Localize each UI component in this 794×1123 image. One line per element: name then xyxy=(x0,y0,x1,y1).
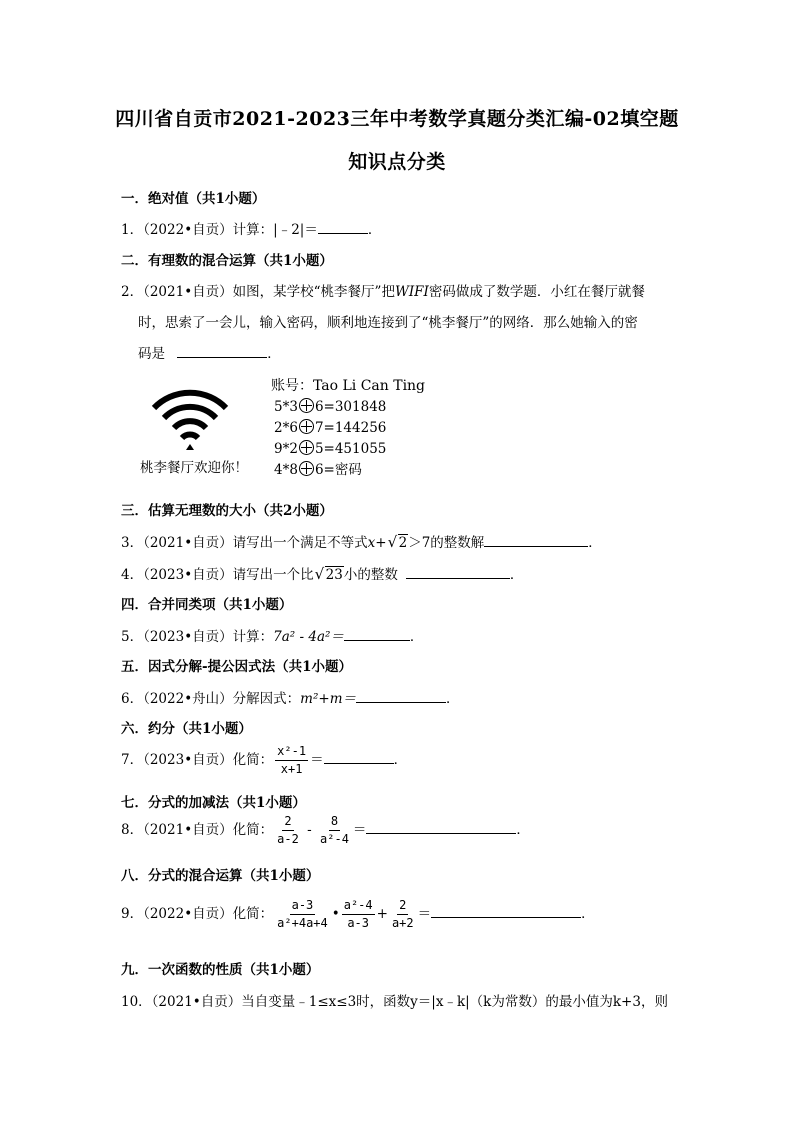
puzzle-right: 6=密码 xyxy=(314,462,362,478)
operator: ＝ xyxy=(417,906,432,922)
question-4 xyxy=(121,563,523,583)
sqrt-symbol xyxy=(316,567,344,583)
numerator: a²-4 xyxy=(342,898,375,915)
question-suffix: ． xyxy=(581,906,595,922)
sqrt-symbol xyxy=(389,535,409,551)
question-5 xyxy=(121,625,423,645)
question-text: 小的整数 xyxy=(343,567,398,583)
question-suffix: ． xyxy=(509,567,524,583)
oplus-icon xyxy=(299,398,314,413)
oplus-icon xyxy=(299,440,314,455)
radicand: 2 xyxy=(398,535,408,551)
question-suffix: ． xyxy=(516,822,530,838)
puzzle-left: 5*3 xyxy=(274,399,298,415)
question-text: 5．（2023•自贡）计算： xyxy=(121,629,274,645)
answer-blank[interactable] xyxy=(366,821,516,834)
answer-blank[interactable] xyxy=(177,345,267,358)
question-6 xyxy=(121,687,460,707)
section-heading-7: 七．分式的加减法（共1小题） xyxy=(121,795,306,811)
question-suffix: ． xyxy=(367,222,382,238)
numerator: x²-1 xyxy=(275,744,308,761)
wifi-icon xyxy=(150,386,230,456)
denominator: a+2 xyxy=(391,916,414,930)
question-suffix: ． xyxy=(267,346,281,362)
question-suffix: ． xyxy=(393,752,408,768)
question-suffix: ． xyxy=(446,691,460,707)
question-text: 码是 xyxy=(138,346,165,362)
document-title: 四川省自贡市2021-2023三年中考数学真题分类汇编-02填空题 xyxy=(115,108,679,130)
welcome-text: 桃李餐厅欢迎你！ xyxy=(140,460,248,476)
variable: x xyxy=(367,535,376,551)
numerator: a-3 xyxy=(290,898,316,915)
question-text: 4．（2023•自贡）请写出一个比 xyxy=(121,567,314,583)
section-heading-1: 一．绝对值（共1小题） xyxy=(121,191,266,207)
question-text: ＞7的整数解 xyxy=(408,535,485,551)
question-text: 8．（2021•自贡）化简： xyxy=(121,822,274,838)
question-1 xyxy=(121,218,381,238)
answer-blank[interactable] xyxy=(406,566,510,579)
question-suffix: ． xyxy=(409,629,424,645)
question-2-line2: 时，思索了一会儿，输入密码，顺利地连接到了“桃李餐厅”的网络．那么她输入的密 xyxy=(138,315,638,331)
question-text: 密码做成了数学题．小红在餐厅就餐 xyxy=(428,284,645,300)
fraction xyxy=(390,898,416,931)
question-9 xyxy=(121,898,595,931)
wifi-term: WIFI xyxy=(394,284,429,300)
question-text: 2．（2021•自贡）如图，某学校“桃李餐厅”把 xyxy=(121,284,395,300)
oplus-icon xyxy=(299,419,314,434)
section-heading-3: 三．估算无理数的大小（共2小题） xyxy=(121,503,333,519)
section-heading-8: 八．分式的混合运算（共1小题） xyxy=(121,868,320,884)
expression: 7a² - 4a²＝ xyxy=(273,629,344,645)
numerator: 2 xyxy=(397,898,408,915)
denominator: a²+4a+4 xyxy=(277,916,328,930)
question-suffix: ． xyxy=(588,535,602,551)
section-heading-9: 九．一次函数的性质（共1小题） xyxy=(121,962,320,978)
question-text: 9．（2022•自贡）化简： xyxy=(121,906,274,922)
fraction xyxy=(275,898,330,931)
document-subtitle: 知识点分类 xyxy=(348,151,446,173)
answer-blank[interactable] xyxy=(484,534,588,547)
puzzle-right: 5=451055 xyxy=(314,441,387,457)
puzzle-row xyxy=(274,418,425,439)
operator: ＝ xyxy=(310,752,324,768)
puzzle-row xyxy=(274,397,425,418)
denominator: a²-4 xyxy=(320,832,349,846)
puzzle-left: 4*8 xyxy=(274,462,298,478)
wifi-puzzle xyxy=(271,376,426,481)
puzzle-left: 2*6 xyxy=(274,420,298,436)
answer-blank[interactable] xyxy=(356,690,446,703)
puzzle-right: 7=144256 xyxy=(314,420,387,436)
operator: + xyxy=(375,535,387,551)
answer-blank[interactable] xyxy=(344,628,410,641)
operator: ＝ xyxy=(352,822,367,838)
oplus-icon xyxy=(299,461,314,476)
question-text: 7．（2023•自贡）化简： xyxy=(121,752,274,768)
answer-blank[interactable] xyxy=(318,221,368,234)
fraction xyxy=(318,814,351,847)
question-10: 10．（2021•自贡）当自变量﹣1≤x≤3时，函数y＝|x﹣k|（k为常数）的最小值为k+3，则 xyxy=(121,994,668,1010)
fraction xyxy=(275,744,308,777)
answer-blank[interactable] xyxy=(431,905,581,918)
operator: - xyxy=(302,822,317,838)
radicand: 23 xyxy=(325,567,343,583)
section-heading-6: 六．约分（共1小题） xyxy=(121,721,252,737)
question-text: 6．（2022•舟山）分解因式： xyxy=(121,691,301,707)
puzzle-row xyxy=(274,460,425,481)
account-line: 账号：Tao Li Can Ting xyxy=(271,378,426,394)
denominator: x+1 xyxy=(280,762,303,776)
wifi-figure xyxy=(136,376,436,486)
numerator: 2 xyxy=(282,814,293,831)
section-heading-4: 四．合并同类项（共1小题） xyxy=(121,597,293,613)
denominator: a-2 xyxy=(277,832,299,846)
question-text: 3．（2021•自贡）请写出一个满足不等式 xyxy=(121,535,368,551)
numerator: 8 xyxy=(329,814,340,831)
puzzle-left: 9*2 xyxy=(274,441,298,457)
fraction xyxy=(342,898,375,931)
question-2-line3 xyxy=(138,342,281,362)
puzzle-row xyxy=(274,439,425,460)
question-7 xyxy=(121,744,407,777)
question-2 xyxy=(121,280,645,300)
operator: + xyxy=(376,906,388,922)
puzzle-right: 6=301848 xyxy=(314,399,387,415)
denominator: a-3 xyxy=(347,916,370,930)
question-3 xyxy=(121,531,602,551)
question-8 xyxy=(121,814,530,847)
answer-blank[interactable] xyxy=(324,751,394,764)
operator: • xyxy=(331,906,340,922)
section-heading-5: 五．因式分解-提公因式法（共1小题） xyxy=(121,659,352,675)
fraction xyxy=(275,814,301,847)
expression: m²+m＝ xyxy=(300,691,356,707)
question-text: 1．（2022•自贡）计算：|﹣2|＝ xyxy=(121,222,318,238)
section-heading-2: 二．有理数的混合运算（共1小题） xyxy=(121,253,333,269)
